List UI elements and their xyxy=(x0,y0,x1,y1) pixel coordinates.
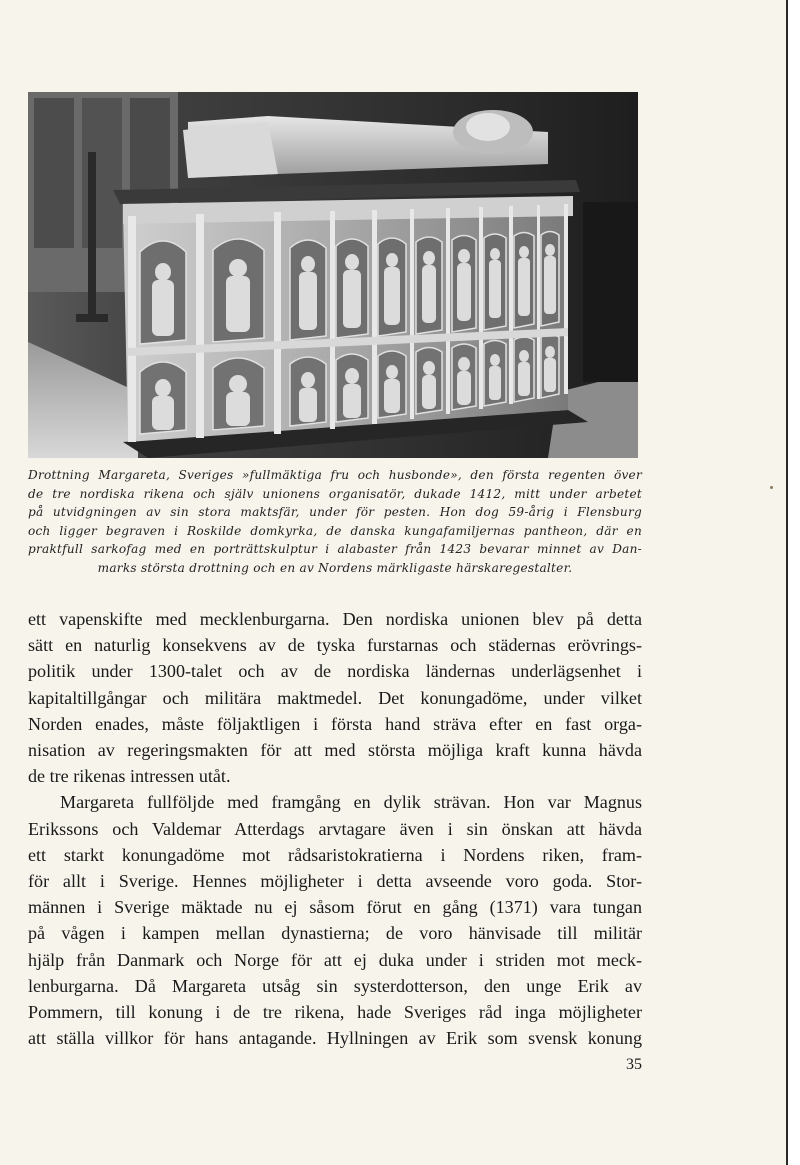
sarcophagus-photo xyxy=(28,92,638,458)
body-line: hjälp från Danmark och Norge för att ej duka under i striden mot meck- xyxy=(28,949,642,970)
body-line: att ställa villkor för hans antagande. Hyllningen av Erik som svensk konung xyxy=(28,1028,642,1049)
body-line: de tre rikenas intressen utåt. xyxy=(28,766,231,787)
caption-line: de tre nordiska rikena och själv unionens organisatör, dukade 1412, mitt under arbetet xyxy=(28,486,642,501)
body-line: sätt en naturlig konsekvens av de tyska furstarnas och städernas erövrings- xyxy=(28,635,642,656)
caption-line: på utvidgningen av sin stora maktsfär, under för pesten. Hon dog 59-årig i Flensburg xyxy=(28,505,642,519)
body-text xyxy=(28,606,642,1051)
sarcophagus-illustration xyxy=(28,92,638,458)
caption-line: och ligger begraven i Roskilde domkyrka, de danska kungafamiljernas pantheon, där en xyxy=(28,523,642,538)
page-number: 35 xyxy=(626,1056,642,1073)
body-line: Erikssons och Valdemar Atterdags arvtagare även i sin önskan att hävda xyxy=(28,818,642,839)
body-line: Pommern, till konung i de tre rikena, hade Sveriges råd inga möjligheter xyxy=(28,1002,642,1023)
paper-speck xyxy=(770,486,773,489)
body-line: kapitaltillgångar och militära maktmedel. Det konungadöme, under vilket xyxy=(28,687,642,708)
body-line: männen i Sverige mäktade nu ej såsom förut en gång (1371) vara tungan xyxy=(28,897,642,918)
body-line: lenburgarna. Då Margareta utsåg sin systerdotterson, den unge Erik av xyxy=(28,975,642,996)
caption-line: praktfull sarkofag med en porträttskulptur i alabaster från 1423 bevarar minnet av Dan- xyxy=(28,542,642,556)
body-line: Margareta fullföljde med framgång en dylik strävan. Hon var Magnus xyxy=(60,792,642,813)
body-line: för allt i Sverige. Hennes möjligheter i detta avseende voro goda. Stor- xyxy=(28,871,642,892)
body-line: nisation av regeringsmakten för att med största möjliga kraft kunna hävda xyxy=(28,740,642,761)
caption-line: Drottning Margareta, Sveriges »fullmäktiga fru och husbonde», den första regenten över xyxy=(28,468,642,482)
body-line: ett starkt konungadöme mot rådsaristokratierna i Nordens riken, fram- xyxy=(28,844,642,865)
body-line: politik under 1300-talet och av de nordiska ländernas underlägsenhet i xyxy=(28,661,642,682)
photo-caption xyxy=(28,466,642,577)
body-line: Norden enades, måste följaktligen i första hand sträva efter en fast orga- xyxy=(28,713,642,734)
body-line: på vågen i kampen mellan dynastierna; de voro hänvisade till militär xyxy=(28,923,642,944)
body-line: ett vapenskifte med mecklenburgarna. Den nordiska unionen blev på detta xyxy=(28,609,642,629)
caption-line: marks största drottning och en av Nordens märkligaste härskaregestalter. xyxy=(97,560,573,575)
